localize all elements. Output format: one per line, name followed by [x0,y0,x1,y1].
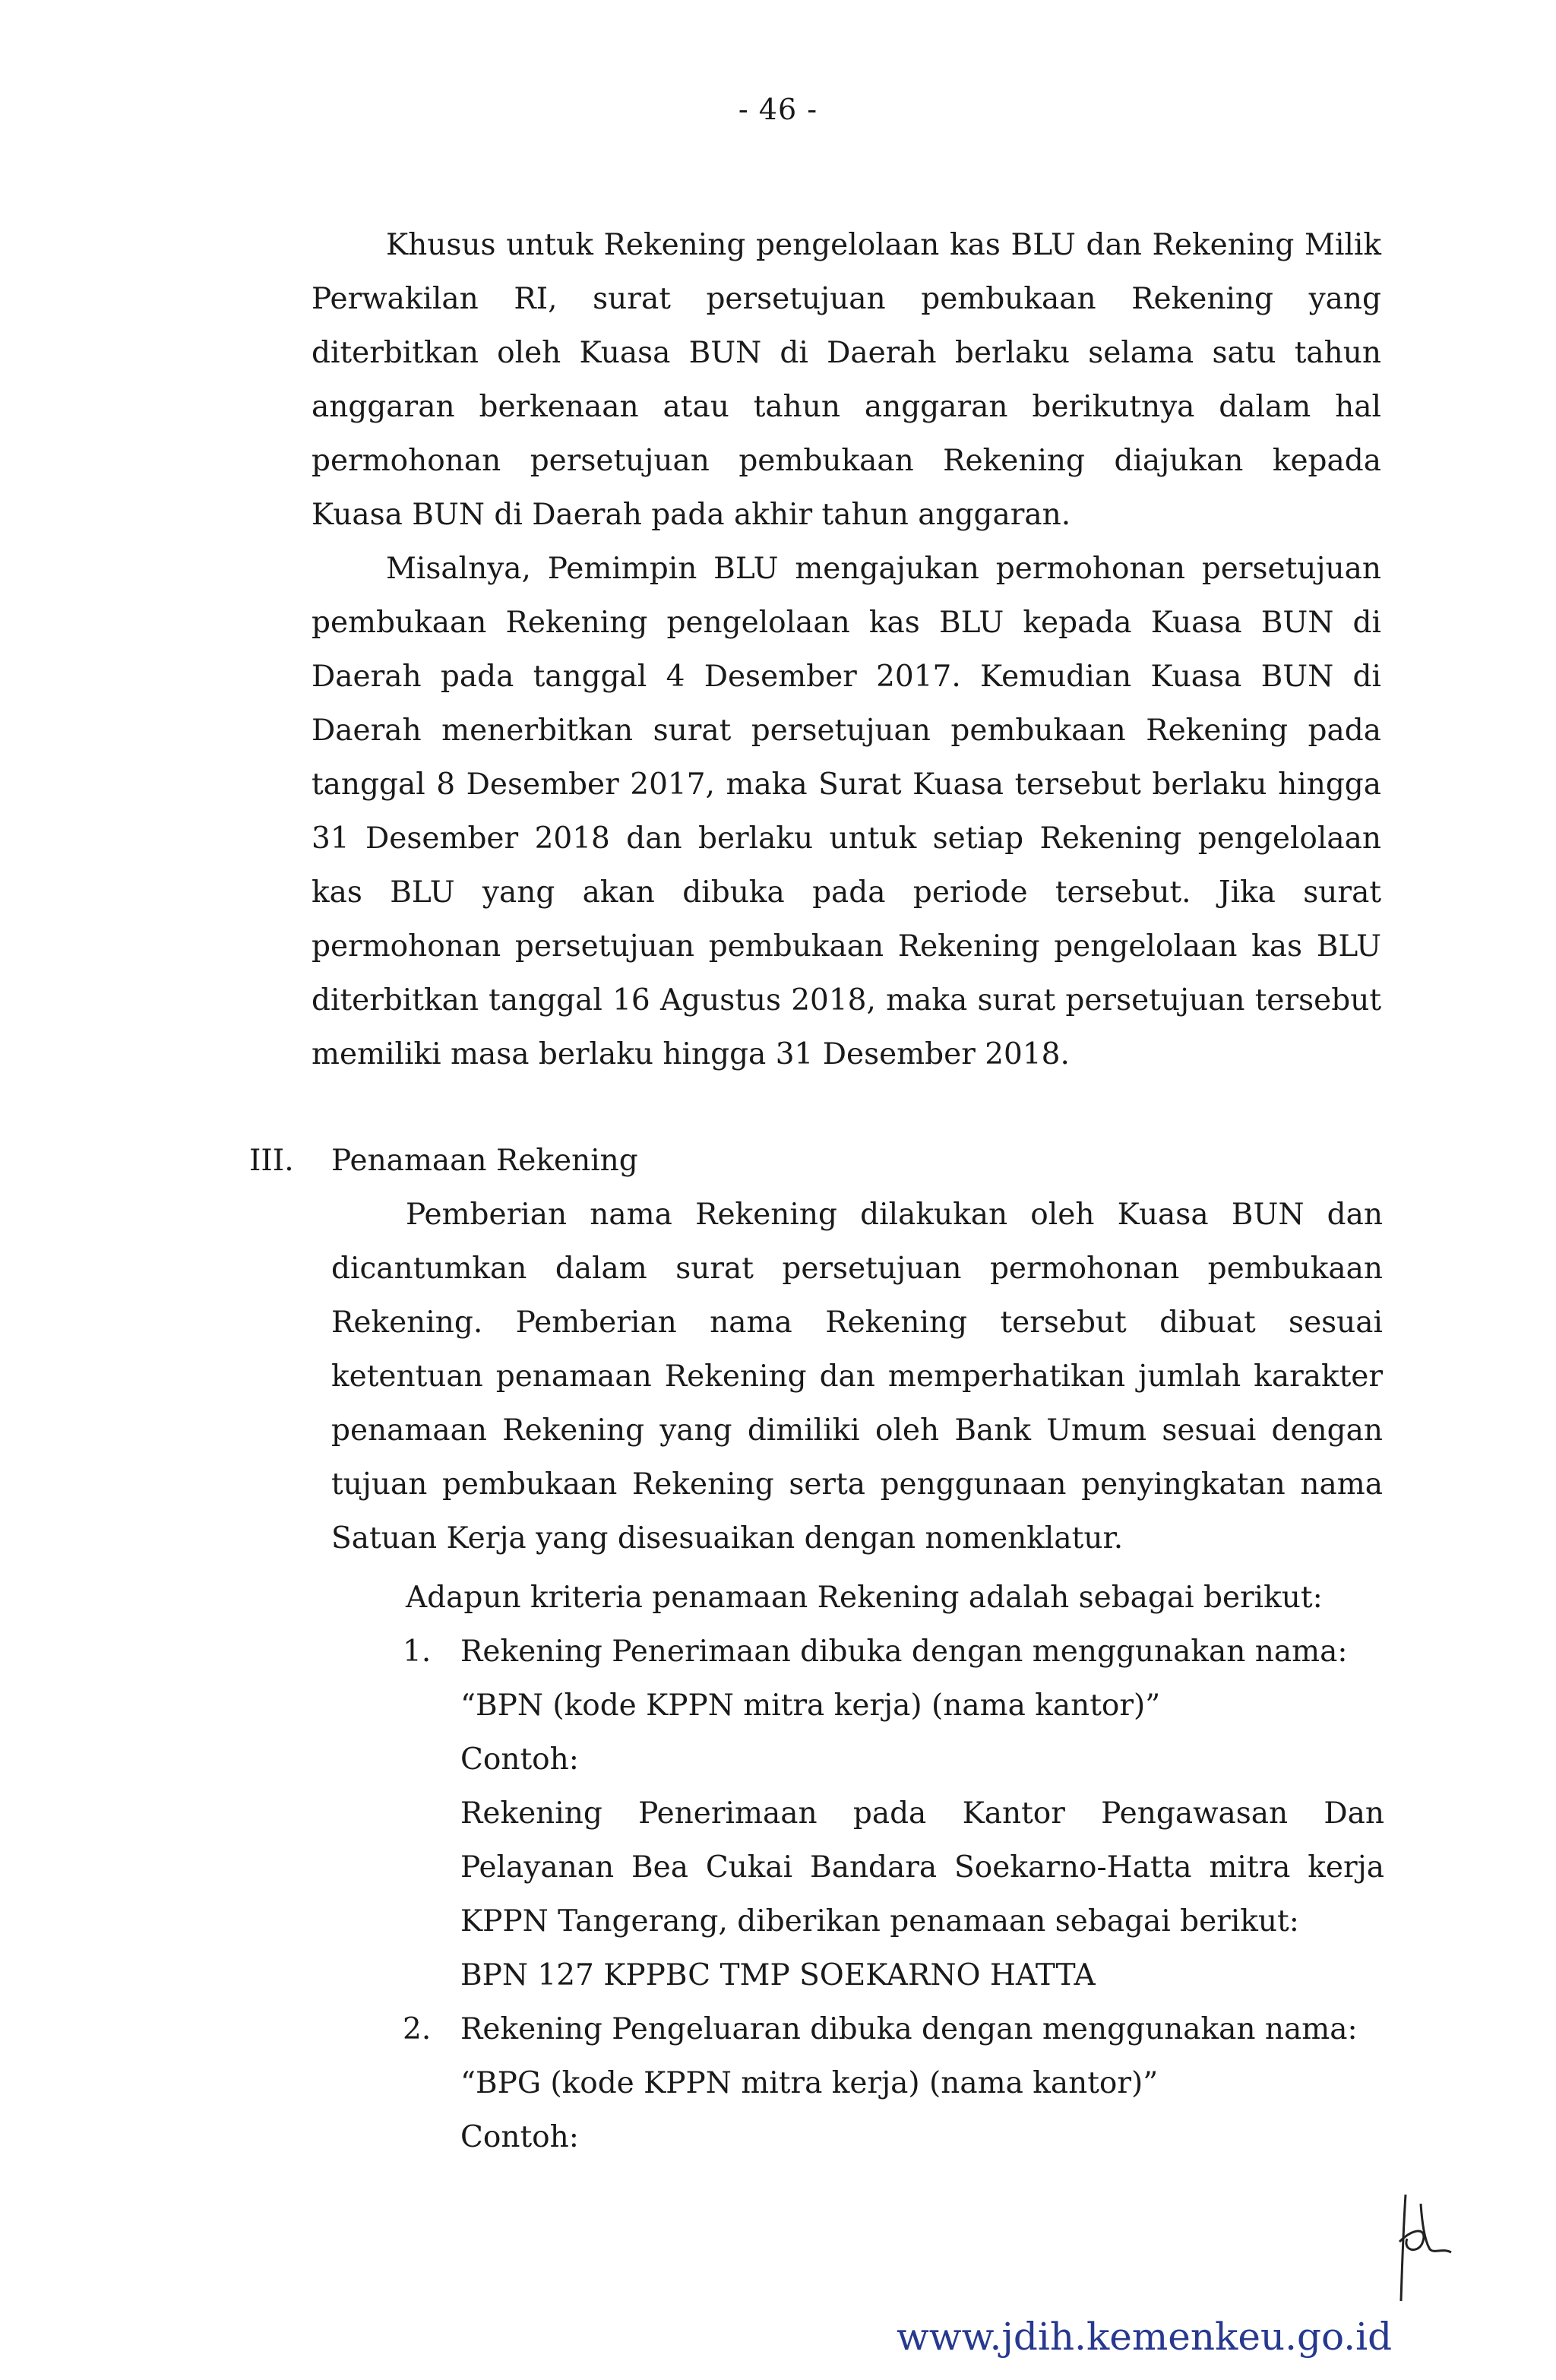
section-heading [249,1134,638,1188]
list-item-format: “BPG (kode KPPN mitra kerja) (nama kantor)” [460,2066,1159,2100]
section-a-body [312,218,1381,1081]
section-b-body [331,1188,1383,1565]
list-item-example-label: Contoh: [460,2120,579,2154]
section-number: III. [249,1144,294,1178]
list-item-number: 2. [403,2012,432,2046]
footer-website-link[interactable]: www.jdih.kemenkeu.go.id [897,2315,1393,2359]
list-item-number: 1. [403,1635,432,1669]
paragraph-example-blu: Misalnya, Pemimpin BLU mengajukan permohonan persetujuan pembukaan Rekening pengelolaan kas BLU kepada Kuasa BUN di Daerah pada tanggal 4 Desember 2017. Kemudian Kuasa BUN di Daerah menerbitkan surat persetujuan pembukaan Rekening pada tanggal 8 Desember 2017, maka Surat Kuasa tersebut berlaku hingga 31 Desember 2018 dan berlaku untuk setiap Rekening pengelolaan kas BLU yang akan dibuka pada periode tersebut. Jika surat permohonan persetujuan pembukaan Rekening pengelolaan kas BLU diterbitkan tanggal 16 Agustus 2018, maka surat persetujuan tersebut memiliki masa berlaku hingga 31 Desember 2018. [312,552,1381,1071]
list-item-example-label: Contoh: [460,1742,579,1777]
list-item-example-text: Rekening Penerimaan pada Kantor Pengawasan Dan Pelayanan Bea Cukai Bandara Soekarno-Hatta mitra kerja KPPN Tangerang, diberikan penamaan sebagai berikut: [460,1796,1384,1938]
list-item [403,2002,1384,2164]
list-item-example-name: BPN 127 KPPBC TMP SOEKARNO HATTA [460,1958,1096,1992]
list-item-text: Rekening Pengeluaran dibuka dengan menggunakan nama: [460,2012,1358,2046]
criteria-lead: Adapun kriteria penamaan Rekening adalah sebagai berikut: [406,1581,1323,1615]
paragraph-naming-rules: Pemberian nama Rekening dilakukan oleh Kuasa BUN dan dicantumkan dalam surat persetujuan permohonan pembukaan Rekening. Pemberian nama Rekening tersebut dibuat sesuai ketentuan penamaan Rekening dan memperhatikan jumlah karakter penamaan Rekening yang dimiliki oleh Bank Umum sesuai dengan tujuan pembukaan Rekening serta penggunaan penyingkatan nama Satuan Kerja yang disesuaikan dengan nomenklatur. [331,1198,1383,1556]
section-title: Penamaan Rekening [331,1144,638,1178]
paragraph-blu-validity: Khusus untuk Rekening pengelolaan kas BLU dan Rekening Milik Perwakilan RI, surat persetujuan pembukaan Rekening yang diterbitkan oleh Kuasa BUN di Daerah berlaku selama satu tahun anggaran berkenaan atau tahun anggaran berikutnya dalam hal permohonan persetujuan pembukaan Rekening diajukan kepada Kuasa BUN di Daerah pada akhir tahun anggaran. [312,228,1381,532]
handwritten-initial-signature [1392,2189,1453,2302]
criteria-list [403,1625,1384,2164]
list-item [403,1625,1384,2002]
page-number: - 46 - [738,93,818,126]
list-item-text: Rekening Penerimaan dibuka dengan menggunakan nama: [460,1635,1348,1669]
list-item-format: “BPN (kode KPPN mitra kerja) (nama kantor)” [460,1688,1161,1723]
